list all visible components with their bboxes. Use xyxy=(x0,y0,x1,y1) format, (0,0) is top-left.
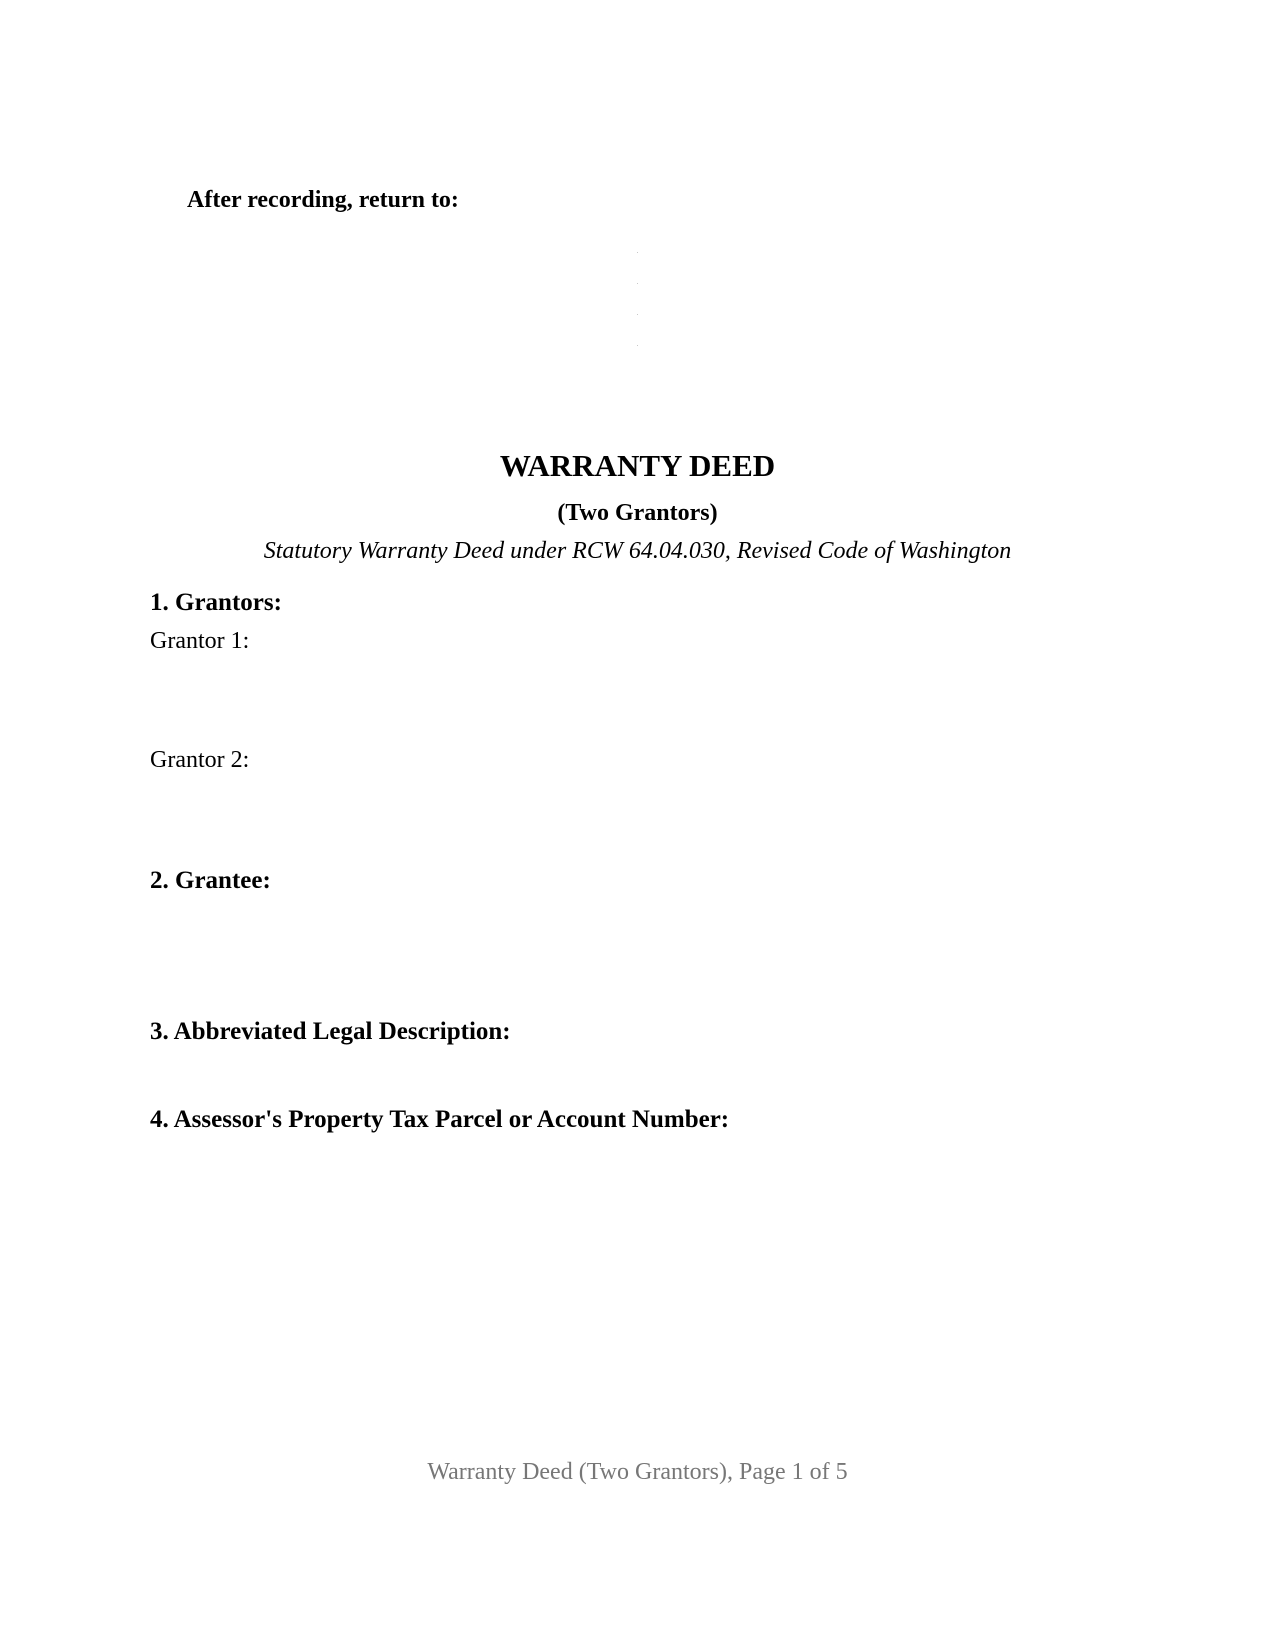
grantor-1-label: Grantor 1: xyxy=(150,628,250,654)
document-subtitle: (Two Grantors) xyxy=(557,500,718,526)
recording-area-dots xyxy=(637,252,641,376)
grantors-heading: 1. Grantors: xyxy=(150,589,282,616)
document-title: WARRANTY DEED xyxy=(499,448,776,483)
parcel-number-heading: 4. Assessor's Property Tax Parcel or Account Number: xyxy=(150,1106,730,1133)
grantee-heading: 2. Grantee: xyxy=(150,867,271,894)
dot-marker xyxy=(637,283,638,284)
dot-marker xyxy=(637,345,638,346)
dot-marker xyxy=(637,314,638,315)
legal-description-heading: 3. Abbreviated Legal Description: xyxy=(150,1018,511,1045)
return-to-label: After recording, return to: xyxy=(187,187,459,213)
grantor-2-label: Grantor 2: xyxy=(150,747,250,773)
page-footer: Warranty Deed (Two Grantors), Page 1 of 5 xyxy=(427,1459,848,1485)
dot-marker xyxy=(637,252,638,253)
statute-reference: Statutory Warranty Deed under RCW 64.04.030, Revised Code of Washington xyxy=(263,538,1012,564)
